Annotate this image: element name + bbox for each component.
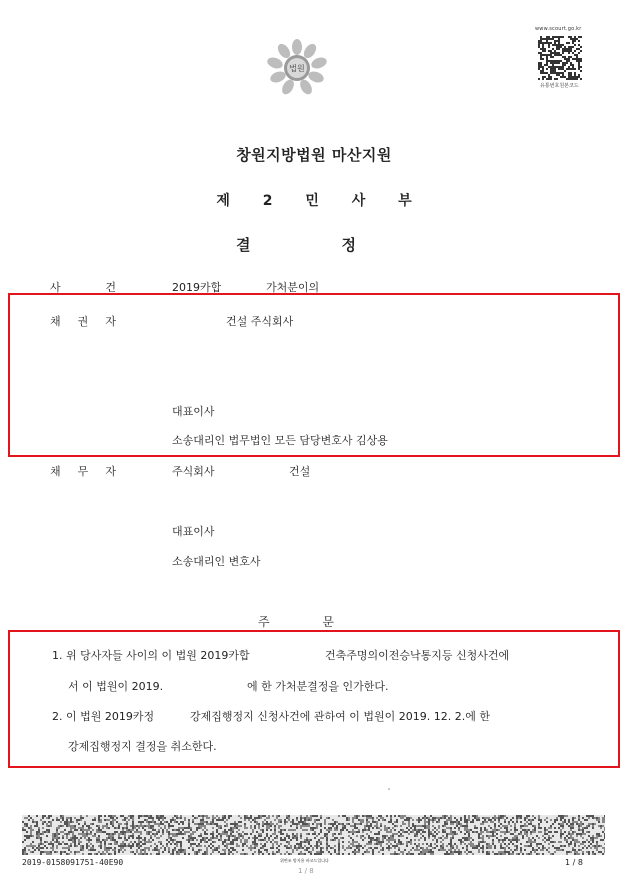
qr-url: www.scourt.go.kr [535,26,582,32]
order-item2-line1-a: 2. 이 법원 2019카정 [52,710,155,723]
court-name: 창원지방법원 마산지원 [236,146,392,164]
decision-title [236,234,356,255]
creditor-name: 건설 주식회사 [226,315,294,328]
creditor-label-char: 권 [77,315,89,328]
order-item1-line1-b: 건축주명의이전승낙통지등 신청사건에 [325,649,510,662]
division-title: 제 2 민 사 부 [216,193,426,209]
order-title [258,613,334,630]
order-item2-line2: 강제집행정지 결정을 취소한다. [68,740,217,753]
order-item1-line2-a: 서 이 법원이 2019. [68,680,164,693]
creditor-attorney: 소송대리인 법무법인 모든 담당변호사 김상용 [172,434,388,447]
barcode-note: 위변조 방지용 바코드입니다 [280,858,329,863]
debtor-name-suffix: 건설 [289,465,311,478]
emblem-text: 법원 [289,64,305,73]
order-item1-line1-a: 1. 위 당사자들 사이의 이 법원 2019카합 [52,649,250,662]
debtor-label-char: 자 [105,465,116,478]
order-title-char: 주 [258,615,270,629]
page-number-shadow: 1 / 8 [298,867,314,875]
decision-char: 정 [341,236,356,254]
scan-speck [388,788,390,790]
order-item1-line2-b: 에 한 가처분결정을 인가한다. [247,680,389,693]
document-id: 2019-0158091751-40E90 [22,858,124,867]
debtor-representative: 대표이사 [172,525,215,538]
creditor-label [50,313,116,329]
qr-code-icon [538,36,582,80]
debtor-label-char: 채 [50,465,61,478]
case-number: 2019카합 [172,281,222,294]
qr-label: 유통번호원본코드 [540,83,579,89]
order-item2-line1-b: 강제집행정지 신청사건에 관하여 이 법원이 2019. 12. 2.에 한 [190,710,490,723]
barcode-icon [22,815,605,855]
order-title-char: 문 [322,615,334,629]
court-emblem-icon [262,35,332,97]
debtor-label [50,463,116,479]
case-label-char: 사 [50,281,61,294]
creditor-label-char: 자 [105,315,116,328]
debtor-attorney: 소송대리인 변호사 [172,555,261,568]
case-name: 가처분이의 [266,281,320,294]
debtor-label-char: 무 [77,465,89,478]
case-label-char: 건 [105,281,116,294]
creditor-label-char: 채 [50,315,61,328]
debtor-name-prefix: 주식회사 [172,465,215,478]
creditor-representative: 대표이사 [172,405,215,418]
decision-char: 결 [236,236,251,254]
page-number: 1 / 8 [565,858,583,867]
